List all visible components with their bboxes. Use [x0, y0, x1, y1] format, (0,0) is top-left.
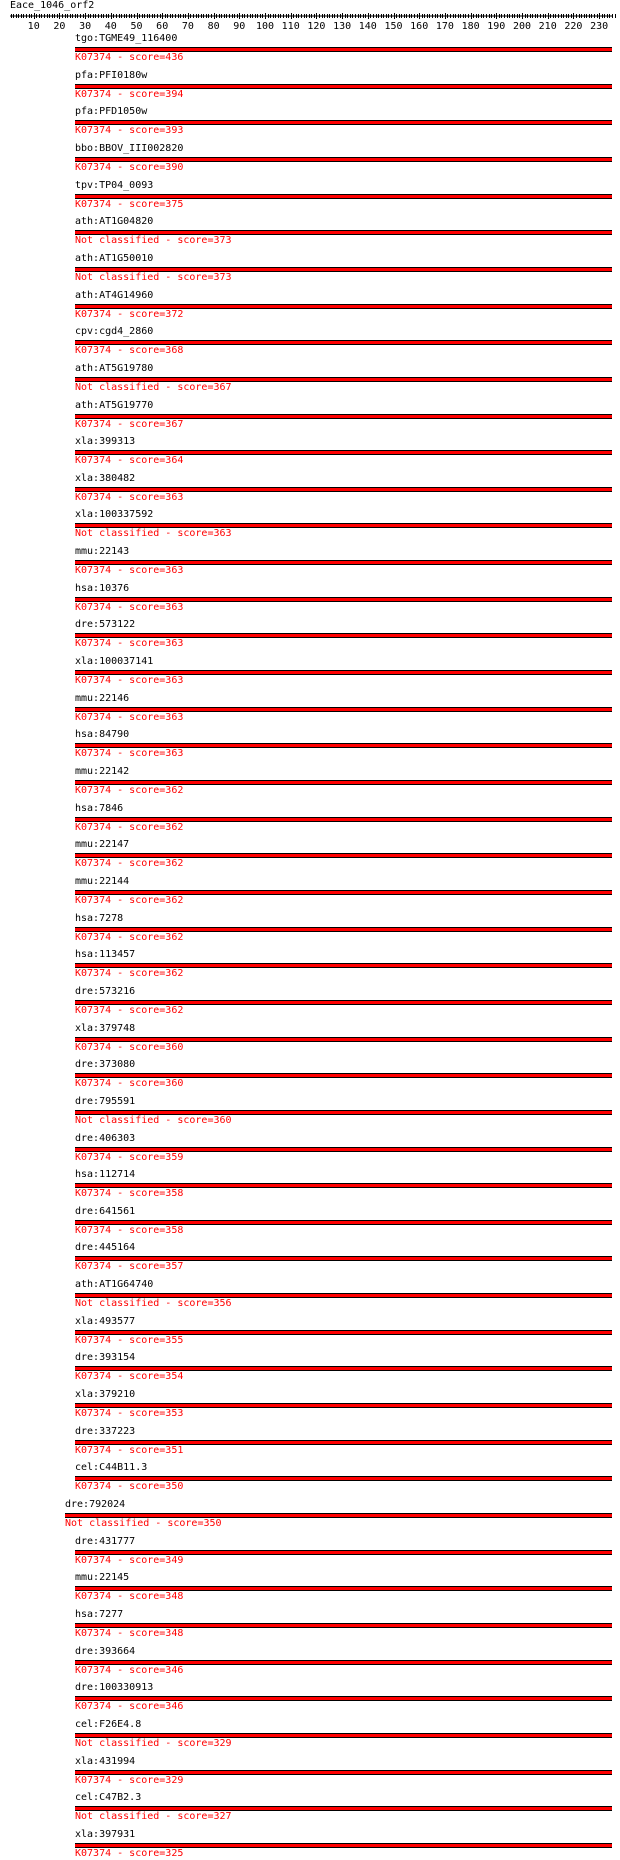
hit-name[interactable]: xla:493577 — [75, 1316, 136, 1327]
hit-name[interactable]: xla:100337592 — [75, 509, 154, 520]
hit-score-label: Not classified - score=350 — [65, 1518, 222, 1529]
hit-name[interactable]: dre:393664 — [75, 1646, 136, 1657]
hit-name[interactable]: mmu:22144 — [75, 876, 130, 887]
hit-name[interactable]: hsa:7846 — [75, 803, 124, 814]
hit-score-label: K07374 - score=358 — [75, 1225, 184, 1236]
hit-score-label: K07374 - score=363 — [75, 748, 184, 759]
hit-name[interactable]: xla:399313 — [75, 436, 136, 447]
hit-name[interactable]: ath:AT1G64740 — [75, 1279, 154, 1290]
ruler-tick-label: 150 — [384, 21, 403, 32]
hit-score-label: K07374 - score=357 — [75, 1261, 184, 1272]
ruler-tick-label: 130 — [333, 21, 352, 32]
hit-score-label: Not classified - score=356 — [75, 1298, 232, 1309]
hit-score-label: K07374 - score=346 — [75, 1701, 184, 1712]
hit-score-label: K07374 - score=363 — [75, 565, 184, 576]
hit-score-label: K07374 - score=393 — [75, 125, 184, 136]
hit-score-label: K07374 - score=362 — [75, 785, 184, 796]
hit-score-label: K07374 - score=348 — [75, 1628, 184, 1639]
hit-score-label: K07374 - score=329 — [75, 1775, 184, 1786]
hit-name[interactable]: tgo:TGME49_116400 — [75, 33, 178, 44]
hit-score-label: Not classified - score=373 — [75, 272, 232, 283]
hit-score-label: K07374 - score=363 — [75, 675, 184, 686]
hit-name[interactable]: dre:445164 — [75, 1242, 136, 1253]
hit-score-label: K07374 - score=364 — [75, 455, 184, 466]
hit-name[interactable]: xla:379210 — [75, 1389, 136, 1400]
hit-score-label: K07374 - score=359 — [75, 1152, 184, 1163]
hit-score-label: K07374 - score=349 — [75, 1555, 184, 1566]
hit-name[interactable]: xla:379748 — [75, 1023, 136, 1034]
ruler-tick-label: 190 — [487, 21, 506, 32]
hit-name[interactable]: hsa:10376 — [75, 583, 130, 594]
hit-score-label: K07374 - score=363 — [75, 602, 184, 613]
ruler-tick-label: 40 — [104, 21, 117, 32]
hit-name[interactable]: xla:100037141 — [75, 656, 154, 667]
hit-score-label: K07374 - score=375 — [75, 199, 184, 210]
hit-name[interactable]: ath:AT4G14960 — [75, 290, 154, 301]
ruler-tick-label: 200 — [512, 21, 532, 32]
hit-name[interactable]: dre:393154 — [75, 1352, 136, 1363]
hit-name[interactable]: xla:431994 — [75, 1756, 136, 1767]
hit-score-label: K07374 - score=394 — [75, 89, 184, 100]
hit-score-label: K07374 - score=368 — [75, 345, 184, 356]
hit-score-label: K07374 - score=354 — [75, 1371, 184, 1382]
hit-score-label: K07374 - score=362 — [75, 822, 184, 833]
hit-name[interactable]: bbo:BBOV_III002820 — [75, 143, 184, 154]
ruler-tick-label: 100 — [255, 21, 275, 32]
ruler-tick-label: 110 — [281, 21, 300, 32]
hit-name[interactable]: dre:795591 — [75, 1096, 136, 1107]
query-title: Eace_1046_orf2 — [10, 0, 95, 11]
ruler-tick-label: 50 — [130, 21, 143, 32]
hit-score-label: K07374 - score=348 — [75, 1591, 184, 1602]
hit-score-label: K07374 - score=363 — [75, 712, 184, 723]
hit-score-label: Not classified - score=327 — [75, 1811, 232, 1822]
hit-name[interactable]: cel:C47B2.3 — [75, 1792, 142, 1803]
hit-name[interactable]: dre:573216 — [75, 986, 136, 997]
hit-score-label: Not classified - score=373 — [75, 235, 232, 246]
hit-score-label: Not classified - score=367 — [75, 382, 232, 393]
ruler-tick-label: 90 — [233, 21, 246, 32]
hit-name[interactable]: mmu:22143 — [75, 546, 130, 557]
hit-name[interactable]: dre:431777 — [75, 1536, 136, 1547]
hit-score-label: K07374 - score=390 — [75, 162, 184, 173]
hit-score-label: K07374 - score=353 — [75, 1408, 184, 1419]
ruler-tick-label: 80 — [207, 21, 220, 32]
hit-name[interactable]: dre:573122 — [75, 619, 136, 630]
ruler-tick-label: 230 — [590, 21, 609, 32]
hit-name[interactable]: ath:AT5G19770 — [75, 400, 154, 411]
hit-name[interactable]: ath:AT5G19780 — [75, 363, 154, 374]
hit-name[interactable]: hsa:84790 — [75, 729, 130, 740]
hit-name[interactable]: dre:373080 — [75, 1059, 136, 1070]
hit-score-label: K07374 - score=362 — [75, 932, 184, 943]
hit-name[interactable]: mmu:22146 — [75, 693, 130, 704]
position-ruler — [0, 0, 620, 32]
hit-name[interactable]: mmu:22145 — [75, 1572, 130, 1583]
hit-name[interactable]: xla:380482 — [75, 473, 136, 484]
ruler-tick-label: 170 — [435, 21, 454, 32]
hit-name[interactable]: pfa:PFD1050w — [75, 106, 148, 117]
ruler-tick-label: 70 — [181, 21, 194, 32]
ruler-tick-label: 10 — [27, 21, 40, 32]
hit-score-label: K07374 - score=351 — [75, 1445, 184, 1456]
hit-score-label: K07374 - score=355 — [75, 1335, 184, 1346]
hit-score-label: K07374 - score=360 — [75, 1078, 184, 1089]
hit-score-label: K07374 - score=362 — [75, 968, 184, 979]
hit-score-label: K07374 - score=362 — [75, 895, 184, 906]
hit-name[interactable]: mmu:22147 — [75, 839, 130, 850]
hit-name[interactable]: dre:641561 — [75, 1206, 136, 1217]
ruler-tick-label: 30 — [79, 21, 92, 32]
hit-name[interactable]: pfa:PFI0180w — [75, 70, 148, 81]
hit-score-label: K07374 - score=362 — [75, 1005, 184, 1016]
hit-score-label: K07374 - score=350 — [75, 1481, 184, 1492]
ruler-tick-label: 120 — [307, 21, 326, 32]
hit-name[interactable]: hsa:7278 — [75, 913, 124, 924]
hit-score-label: Not classified - score=329 — [75, 1738, 232, 1749]
hit-name[interactable]: cpv:cgd4_2860 — [75, 326, 154, 337]
hit-score-label: K07374 - score=358 — [75, 1188, 184, 1199]
hit-score-label: K07374 - score=362 — [75, 858, 184, 869]
hit-score-label: K07374 - score=360 — [75, 1042, 184, 1053]
hit-score-label: K07374 - score=346 — [75, 1665, 184, 1676]
ruler-tick-label: 220 — [564, 21, 583, 32]
ruler-tick-label: 160 — [410, 21, 429, 32]
hit-score-label: Not classified - score=360 — [75, 1115, 232, 1126]
hit-name[interactable]: hsa:113457 — [75, 949, 136, 960]
hit-name[interactable]: hsa:7277 — [75, 1609, 124, 1620]
hit-score-label: K07374 - score=436 — [75, 52, 184, 63]
ruler-tick-label: 140 — [358, 21, 377, 32]
hit-score-label: K07374 - score=325 — [75, 1848, 184, 1859]
ruler-tick-label: 180 — [461, 21, 480, 32]
ruler-tick-label: 60 — [156, 21, 169, 32]
hit-score-label: K07374 - score=372 — [75, 309, 184, 320]
hit-name[interactable]: dre:792024 — [65, 1499, 126, 1510]
hit-name[interactable]: xla:397931 — [75, 1829, 136, 1840]
hit-name[interactable]: tpv:TP04_0093 — [75, 180, 154, 191]
ruler-tick-label: 20 — [53, 21, 66, 32]
hit-name[interactable]: ath:AT1G50010 — [75, 253, 154, 264]
hit-name[interactable]: cel:C44B11.3 — [75, 1462, 148, 1473]
ruler-tick-label: 210 — [538, 21, 557, 32]
hit-score-label: K07374 - score=367 — [75, 419, 184, 430]
hit-score-label: Not classified - score=363 — [75, 528, 232, 539]
hit-score-label: K07374 - score=363 — [75, 492, 184, 503]
hit-name[interactable]: cel:F26E4.8 — [75, 1719, 142, 1730]
hit-name[interactable]: dre:406303 — [75, 1133, 136, 1144]
hit-name[interactable]: ath:AT1G04820 — [75, 216, 154, 227]
hit-name[interactable]: mmu:22142 — [75, 766, 130, 777]
hit-score-label: K07374 - score=363 — [75, 638, 184, 649]
hit-name[interactable]: hsa:112714 — [75, 1169, 136, 1180]
hit-name[interactable]: dre:337223 — [75, 1426, 136, 1437]
hit-name[interactable]: dre:100330913 — [75, 1682, 154, 1693]
